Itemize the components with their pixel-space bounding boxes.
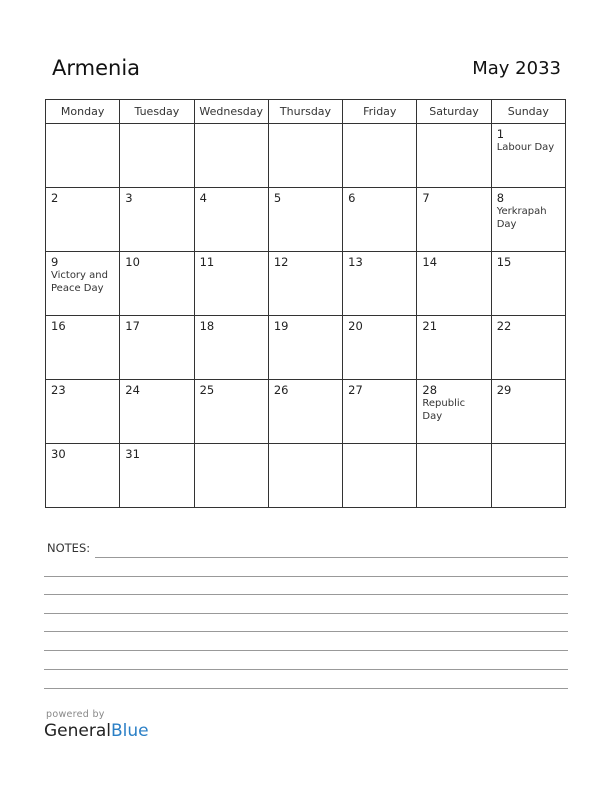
day-number: 14	[422, 255, 438, 269]
day-cell	[417, 252, 491, 316]
day-cell	[46, 252, 120, 316]
weekday-header-row	[46, 100, 566, 124]
day-number: 24	[125, 383, 140, 397]
day-number: 25	[199, 383, 215, 397]
holiday-label: Labour Day	[496, 142, 555, 153]
day-number: 6	[348, 191, 356, 205]
weekday-header: Thursday	[268, 100, 342, 124]
day-cell	[46, 316, 120, 380]
week-row	[46, 124, 566, 188]
day-number: 11	[199, 255, 215, 269]
day-cell	[343, 188, 417, 252]
day-number: 28	[422, 383, 438, 397]
weekday-header: Sunday	[491, 100, 565, 124]
day-cell	[343, 316, 417, 380]
holiday-label: Yerkrapah Day	[496, 206, 547, 230]
day-cell	[46, 380, 120, 444]
day-number: 7	[422, 191, 430, 205]
day-cell	[417, 124, 491, 188]
holiday-label: Victory and Peace Day	[51, 270, 108, 294]
day-cell	[491, 380, 565, 444]
notes-label: NOTES:	[47, 541, 91, 555]
day-cell	[120, 316, 194, 380]
note-line	[44, 594, 568, 595]
day-cell	[120, 188, 194, 252]
day-cell	[194, 444, 268, 508]
note-line	[44, 613, 568, 614]
day-cell	[268, 380, 342, 444]
day-number: 10	[125, 255, 140, 269]
day-number: 17	[125, 319, 140, 333]
brand-text-general: General	[44, 721, 111, 741]
day-number: 3	[125, 191, 133, 205]
day-number: 4	[199, 191, 207, 205]
day-cell	[268, 252, 342, 316]
country-title: Armenia	[52, 56, 141, 80]
weekday-header: Saturday	[417, 100, 491, 124]
day-number: 5	[273, 191, 282, 205]
day-cell	[194, 316, 268, 380]
weekday-header: Wednesday	[194, 100, 268, 124]
day-number: 22	[496, 319, 512, 333]
week-row	[46, 188, 566, 252]
week-row	[46, 316, 566, 380]
day-number: 8	[496, 191, 505, 205]
note-line	[44, 669, 568, 670]
weekday-header: Friday	[343, 100, 417, 124]
weekday-header: Tuesday	[120, 100, 194, 124]
day-cell	[491, 444, 565, 508]
week-row	[46, 380, 566, 444]
calendar-grid	[45, 99, 566, 508]
day-cell	[194, 380, 268, 444]
day-cell	[343, 444, 417, 508]
month-title: May 2033	[472, 58, 561, 79]
day-number: 16	[51, 319, 66, 333]
week-row	[46, 444, 566, 508]
day-cell	[343, 380, 417, 444]
day-cell	[491, 316, 565, 380]
day-cell	[120, 444, 194, 508]
day-cell	[417, 188, 491, 252]
day-number: 12	[273, 255, 289, 269]
holiday-label: Republic Day	[422, 398, 466, 422]
brand-text-blue: Blue	[111, 721, 149, 741]
brand-logo[interactable]	[44, 721, 149, 741]
day-cell	[268, 124, 342, 188]
day-number: 1	[496, 127, 505, 141]
week-row	[46, 252, 566, 316]
weekday-header: Monday	[46, 100, 120, 124]
note-line	[44, 631, 568, 632]
day-cell	[417, 380, 491, 444]
day-cell	[268, 316, 342, 380]
day-number: 26	[273, 383, 289, 397]
day-number: 2	[51, 191, 59, 205]
day-number: 31	[125, 447, 140, 461]
day-number: 23	[51, 383, 66, 397]
note-line	[44, 576, 568, 577]
powered-by-text: powered by	[46, 709, 105, 720]
note-line	[44, 650, 568, 651]
day-cell	[343, 124, 417, 188]
day-cell	[268, 188, 342, 252]
day-cell	[491, 252, 565, 316]
day-cell	[268, 444, 342, 508]
day-cell	[491, 188, 565, 252]
day-cell	[120, 252, 194, 316]
day-cell	[194, 188, 268, 252]
day-number: 15	[496, 255, 512, 269]
day-number: 27	[348, 383, 363, 397]
day-cell	[46, 124, 120, 188]
day-cell	[46, 444, 120, 508]
day-cell	[120, 380, 194, 444]
day-number: 30	[51, 447, 66, 461]
note-line	[44, 688, 568, 689]
note-line	[95, 557, 568, 558]
day-number: 20	[348, 319, 363, 333]
day-cell	[417, 316, 491, 380]
day-number: 9	[51, 255, 59, 269]
day-cell	[417, 444, 491, 508]
day-number: 29	[496, 383, 512, 397]
day-cell	[46, 188, 120, 252]
day-cell	[343, 252, 417, 316]
day-number: 21	[422, 319, 438, 333]
day-number: 19	[273, 319, 289, 333]
day-cell	[491, 124, 565, 188]
day-cell	[120, 124, 194, 188]
day-cell	[194, 252, 268, 316]
day-number: 13	[348, 255, 363, 269]
day-number: 18	[199, 319, 215, 333]
day-cell	[194, 124, 268, 188]
